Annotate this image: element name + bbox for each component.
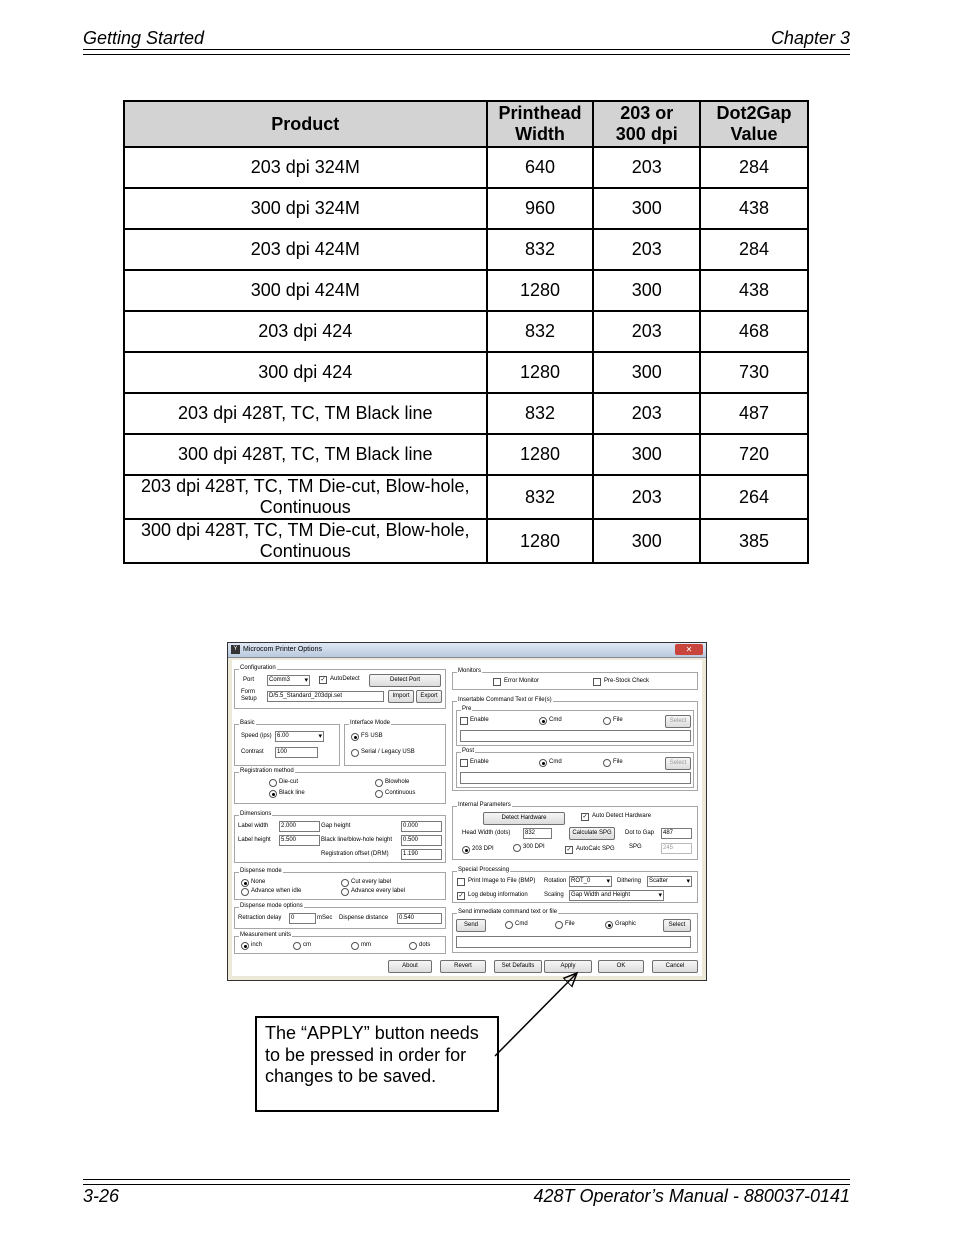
rotation-select[interactable]: ROT_0 ▾ [569,876,612,887]
width-cell: 640 [487,147,594,188]
rotation-label: Rotation [544,878,567,884]
port-label: Port [243,677,255,683]
auto-detect-hw-label: Auto Detect Hardware [592,813,652,819]
cm-label: cm [303,942,311,948]
dialog-title: Microcom Printer Options [243,646,322,653]
spg-input[interactable]: 245 [661,843,692,854]
product-text: 203 dpi 428T, TC, TM Die-cut, Blow-hole, [141,476,470,496]
header-right: Chapter 3 [770,28,850,48]
contrast-input[interactable]: 100 [275,747,318,758]
dot2gap-cell: 468 [700,311,808,352]
head-width-label: Head Width (dots) [462,830,511,836]
send-file-label: File [565,921,575,927]
product-text: 300 dpi 424M [250,280,360,300]
width-cell: 1280 [487,519,594,563]
post-enable-label: Enable [470,759,489,765]
product-text: Continuous [259,497,351,517]
log-debug-label: Log debug information [468,892,528,898]
pre-select-button[interactable]: Select [665,715,691,728]
black-line-height-input[interactable]: 0.500 [401,835,442,846]
basic-legend: Basic [240,720,255,726]
internal-legend: Internal Parameters [458,802,511,808]
close-button[interactable]: ✕ [675,644,703,655]
dot2gap-cell: 284 [700,147,808,188]
configuration-legend: Configuration [240,665,276,671]
black-line-height-label: Black line/blow-hole height [321,837,393,843]
auto-detect-hw-checkbox[interactable]: ✓ [582,814,588,820]
units-legend: Measurement units [240,932,292,938]
inch-label: inch [251,942,263,948]
export-button[interactable]: Export [416,690,442,703]
retraction-input[interactable]: 0 [289,913,316,924]
form-setup-label: Form [241,689,255,695]
send-select-button[interactable]: Select [663,919,691,932]
width-cell: 1280 [487,434,594,475]
continuous-label: Continuous [385,790,416,796]
dpi-cell: 203 [593,475,700,519]
scaling-label: Scaling [544,892,564,898]
dpi-cell: 300 [593,270,700,311]
blowhole-label: Blowhole [385,779,410,785]
send-graphic-label: Graphic [615,921,637,927]
dot-to-gap-label: Dot to Gap [625,830,655,836]
monitors-legend: Monitors [458,668,482,674]
product-text: 300 dpi 428T, TC, TM Die-cut, Blow-hole, [141,520,470,540]
dot2gap-cell: 730 [700,352,808,393]
speed-select[interactable]: 6.00 ▾ [275,731,324,742]
dot2gap-cell: 720 [700,434,808,475]
detect-hardware-button[interactable]: Detect Hardware [483,812,565,825]
calculate-spg-button[interactable]: Calculate SPG [569,827,615,840]
dpi-203-label: 203 DPI [472,846,494,852]
product-text: 300 dpi 424 [258,362,353,382]
dpi-cell: 300 [593,434,700,475]
dithering-select[interactable]: Scatter ▾ [647,876,692,887]
detect-port-button[interactable]: Detect Port [369,674,441,687]
width-cell: 1280 [487,352,594,393]
app-icon: Y [231,645,240,654]
advance-idle-label: Advance when idle [251,888,302,894]
print-to-file-label: Print Image to File (BMP) [468,878,536,884]
import-button[interactable]: Import [388,690,414,703]
fs-usb-label: FS USB [361,733,383,739]
column-header-text: 203 or [620,103,674,123]
autocalc-spg-checkbox[interactable]: ✓ [566,847,572,853]
send-button[interactable]: Send [456,919,486,932]
about-button[interactable]: About [388,960,432,973]
column-header-text: Product [271,113,340,134]
column-header-text: Dot2Gap [716,103,792,123]
spg-label: SPG [629,844,642,850]
die-cut-label: Die-cut [279,779,299,785]
dot2gap-cell: 438 [700,270,808,311]
registration-offset-input[interactable]: 1.190 [401,849,442,860]
error-monitor-label: Error Monitor [504,678,540,684]
pre-stock-label: Pre-Stock Check [604,678,650,684]
registration-offset-label: Registration offset (DRM) [321,851,389,857]
head-width-input[interactable]: 832 [523,828,552,839]
autodetect-checkbox[interactable]: ✓ [320,677,326,683]
registration-legend: Registration method [240,768,294,774]
post-legend: Post [462,748,475,754]
set-defaults-button[interactable]: Set Defaults [494,960,542,973]
msec-label: mSec [317,915,333,921]
pre-legend: Pre [462,706,472,712]
dpi-cell: 203 [593,393,700,434]
distance-input[interactable]: 0.540 [397,913,442,924]
product-text: 203 dpi 424 [258,321,353,341]
dimensions-legend: Dimensions [240,811,272,817]
column-header-text: Width [515,124,565,144]
product-text: 300 dpi 428T, TC, TM Black line [178,444,433,464]
speed-label: Speed (ips) [241,733,272,739]
ok-button[interactable]: OK [598,960,644,973]
advance-every-label: Advance every label [351,888,406,894]
gap-height-label: Gap height [321,823,351,829]
dpi-cell: 203 [593,229,700,270]
insertable-legend: Insertable Command Text or File(s) [458,697,552,703]
width-cell: 1280 [487,270,594,311]
dot2gap-cell: 438 [700,188,808,229]
product-text: 203 dpi 324M [250,157,360,177]
width-cell: 832 [487,311,594,352]
post-cmd-label: Cmd [549,759,562,765]
form-setup-input[interactable]: D/5.5_Standard_203dpi.set [267,691,384,702]
dithering-label: Dithering [617,878,642,884]
column-header-text: 300 dpi [615,124,678,144]
width-cell: 832 [487,393,594,434]
dot2gap-cell: 264 [700,475,808,519]
form-setup-label-2: Setup [241,696,257,702]
width-cell: 832 [487,229,594,270]
retraction-label: Retraction delay [238,915,282,921]
pre-enable-label: Enable [470,717,489,723]
dpi-cell: 203 [593,147,700,188]
width-cell: 832 [487,475,594,519]
revert-button[interactable]: Revert [440,960,486,973]
dispense-legend: Dispense mode [240,868,282,874]
column-header-text: Value [730,124,778,144]
pre-file-label: File [613,717,623,723]
interface-legend: Interface Mode [350,720,391,726]
dpi-300-label: 300 DPI [523,844,545,850]
label-width-label: Label width [238,823,269,829]
footer-right: 428T Operator’s Manual - 880037-0141 [533,1186,850,1206]
product-text: 300 dpi 324M [250,198,360,218]
dot2gap-cell: 284 [700,229,808,270]
dot2gap-cell: 385 [700,519,808,563]
post-select-button[interactable]: Select [665,757,691,770]
pre-cmd-label: Cmd [549,717,562,723]
product-text: 203 dpi 424M [250,239,360,259]
special-legend: Special Processing [458,867,510,873]
header-left: Getting Started [83,28,205,48]
footer-rule [83,1179,850,1185]
scaling-select[interactable]: Gap Width and Height ▾ [569,890,664,901]
dispense-options-legend: Dispense mode options [240,903,303,909]
send-cmd-label: Cmd [515,921,528,927]
autocalc-spg-label: AutoCalc SPG [576,846,615,852]
label-width-input[interactable]: 2.000 [279,821,320,832]
apply-callout: The “APPLY” button needs to be pressed in order for changes to be saved. [255,1016,499,1112]
distance-label: Dispense distance [339,915,389,921]
mm-label: mm [361,942,371,948]
serial-label: Serial / Legacy USB [361,749,415,755]
label-height-label: Label height [238,837,271,843]
dpi-cell: 300 [593,519,700,563]
contrast-label: Contrast [241,749,264,755]
dots-label: dots [419,942,431,948]
footer-left: 3-26 [83,1186,120,1206]
product-text: 203 dpi 428T, TC, TM Black line [178,403,433,423]
cut-every-label: Cut every label [351,879,392,885]
width-cell: 960 [487,188,594,229]
port-select[interactable]: Comm3 ▾ [267,675,310,686]
dot-to-gap-input[interactable]: 487 [661,828,692,839]
autodetect-label: AutoDetect [330,676,360,682]
cancel-button[interactable]: Cancel [652,960,698,973]
black-line-label: Black line [279,790,305,796]
dot2gap-cell: 487 [700,393,808,434]
dispense-none-label: None [251,879,266,885]
log-debug-checkbox[interactable]: ✓ [458,893,464,899]
label-height-input[interactable]: 5.500 [279,835,320,846]
dpi-cell: 300 [593,188,700,229]
dpi-cell: 300 [593,352,700,393]
apply-button[interactable]: Apply [544,960,592,973]
send-legend: Send immediate command text or file [458,909,558,915]
product-text: Continuous [259,541,351,561]
column-header-text: Printhead [498,103,582,123]
dpi-cell: 203 [593,311,700,352]
post-file-label: File [613,759,623,765]
gap-height-input[interactable]: 0.000 [401,821,442,832]
